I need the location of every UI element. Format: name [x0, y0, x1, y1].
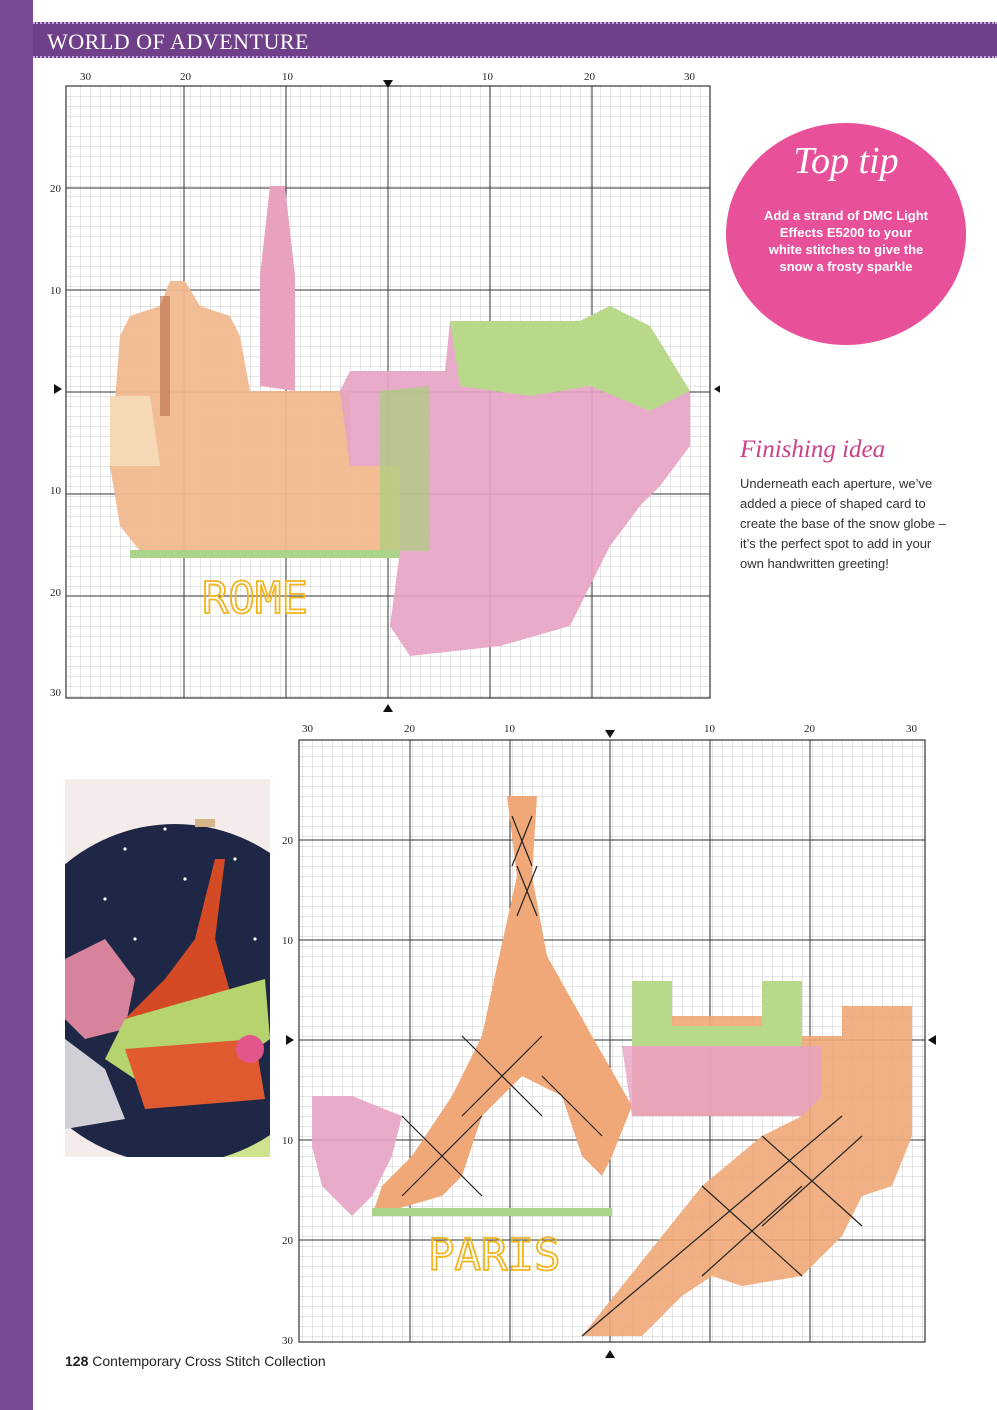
center-marker-bottom: [605, 1350, 615, 1358]
snow-globe-illustration: [65, 779, 270, 1157]
svg-text:30: 30: [906, 723, 917, 735]
svg-text:20: 20: [282, 1235, 293, 1247]
center-marker-bottom: [383, 704, 393, 712]
center-marker-right: [928, 1035, 936, 1045]
svg-text:30: 30: [684, 71, 695, 83]
svg-text:30: 30: [302, 723, 313, 735]
svg-text:10: 10: [704, 723, 715, 735]
svg-text:10: 10: [282, 71, 293, 83]
side-bar: [0, 0, 33, 1410]
section-header: [33, 22, 997, 58]
paris-chart: [282, 716, 942, 1366]
top-tip-circle: [726, 123, 966, 345]
svg-text:10: 10: [50, 285, 61, 297]
svg-text:30: 30: [80, 71, 91, 83]
svg-text:10: 10: [504, 723, 515, 735]
rome-label: ROME: [202, 573, 308, 624]
center-marker-left: [286, 1035, 294, 1045]
stitched-card-photo: [65, 779, 270, 1157]
svg-text:20: 20: [404, 723, 415, 735]
svg-text:20: 20: [180, 71, 191, 83]
svg-text:10: 10: [482, 71, 493, 83]
svg-text:10: 10: [282, 1135, 293, 1147]
page-number: 128: [65, 1353, 89, 1369]
svg-text:10: 10: [50, 485, 61, 497]
svg-text:30: 30: [282, 1335, 293, 1347]
svg-text:30: 30: [50, 687, 61, 699]
paris-left-ticks: [282, 835, 294, 1347]
center-marker-right: [714, 384, 720, 394]
center-marker-top: [605, 730, 615, 738]
paris-label: PARIS: [428, 1230, 561, 1281]
svg-text:20: 20: [282, 835, 293, 847]
section-title: WORLD OF ADVENTURE: [47, 29, 309, 54]
svg-text:20: 20: [804, 723, 815, 735]
svg-text:20: 20: [50, 587, 61, 599]
finishing-idea-title: Finishing idea: [740, 436, 886, 463]
page-footer: [65, 1353, 326, 1369]
publication-name: Contemporary Cross Stitch Collection: [92, 1353, 326, 1369]
rome-left-ticks: [50, 183, 62, 699]
svg-text:20: 20: [50, 183, 61, 195]
svg-text:10: 10: [282, 935, 293, 947]
center-marker-left: [54, 384, 62, 394]
top-tip-body: Add a strand of DMC Light Effects E5200 to your white stitches to give the snow a frosty sparkle: [764, 208, 928, 274]
top-tip-title: Top tip: [793, 140, 899, 182]
svg-text:20: 20: [584, 71, 595, 83]
finishing-idea-body: Underneath each aperture, we’ve added a piece of shaped card to create the base of the snow globe – it’s the perfect spot to add in your own handwritten greeting!: [740, 476, 946, 571]
rome-chart: [50, 66, 720, 716]
